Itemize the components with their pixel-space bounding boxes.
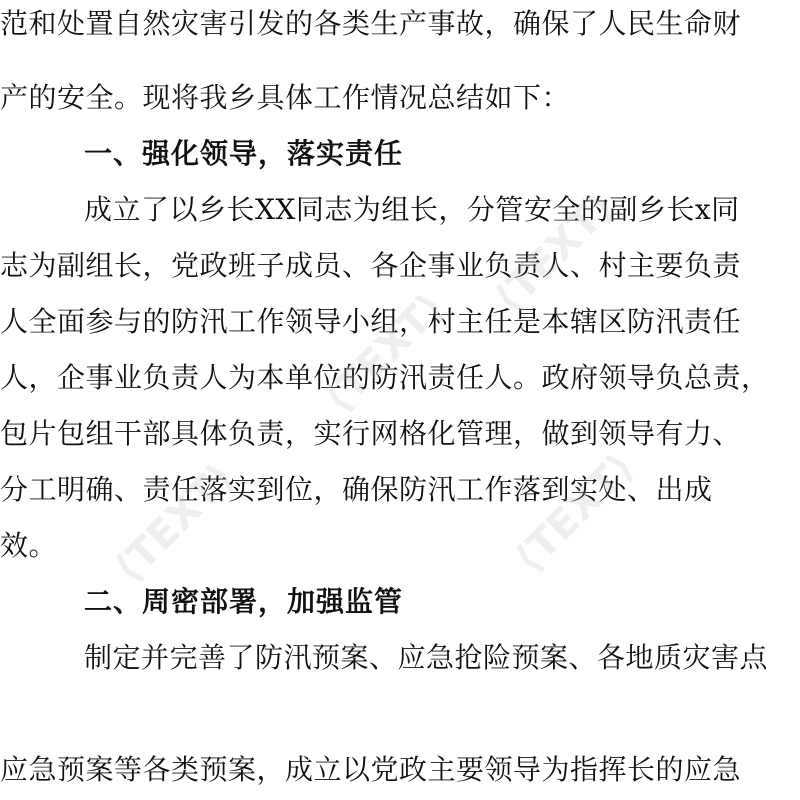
paragraph-line: 产的安全。现将我乡具体工作情况总结如下： [0, 81, 571, 114]
watermark: ⟨TEXT⟩ [315, 283, 454, 423]
paragraph-line: 成立了以乡长XX同志为组长，分管安全的副乡长x同 [84, 193, 740, 226]
section-heading: 二、周密部署，加强监管 [84, 585, 404, 618]
watermark: ⟨TEXT⟩ [485, 183, 624, 323]
paragraph-line: 分工明确、责任落实到位，确保防汛工作落到实处、出成 [0, 473, 713, 506]
watermark: ⟨TEXT⟩ [105, 453, 244, 593]
paragraph-line: 制定并完善了防汛预案、应急抢险预案、各地质灾害点 [84, 641, 769, 674]
paragraph-line: 包片包组干部具体负责，实行网格化管理，做到领导有力、 [0, 417, 742, 450]
paragraph-line: 应急预案等各类预案，成立以党政主要领导为指挥长的应急 [0, 753, 742, 786]
paragraph-line: 志为副组长，党政班子成员、各企事业负责人、村主要负责 [0, 249, 742, 282]
paragraph-line: 人全面参与的防汛工作领导小组，村主任是本辖区防汛责任 [0, 305, 742, 338]
paragraph-line: 效。 [0, 529, 58, 562]
paragraph-line: 人，企事业负责人为本单位的防汛责任人。政府领导负总责， [0, 361, 770, 394]
watermark: ⟨TEXT⟩ [505, 443, 644, 583]
paragraph-line: 范和处置自然灾害引发的各类生产事故，确保了人民生命财 [0, 7, 742, 40]
section-heading: 一、强化领导，落实责任 [84, 137, 404, 170]
